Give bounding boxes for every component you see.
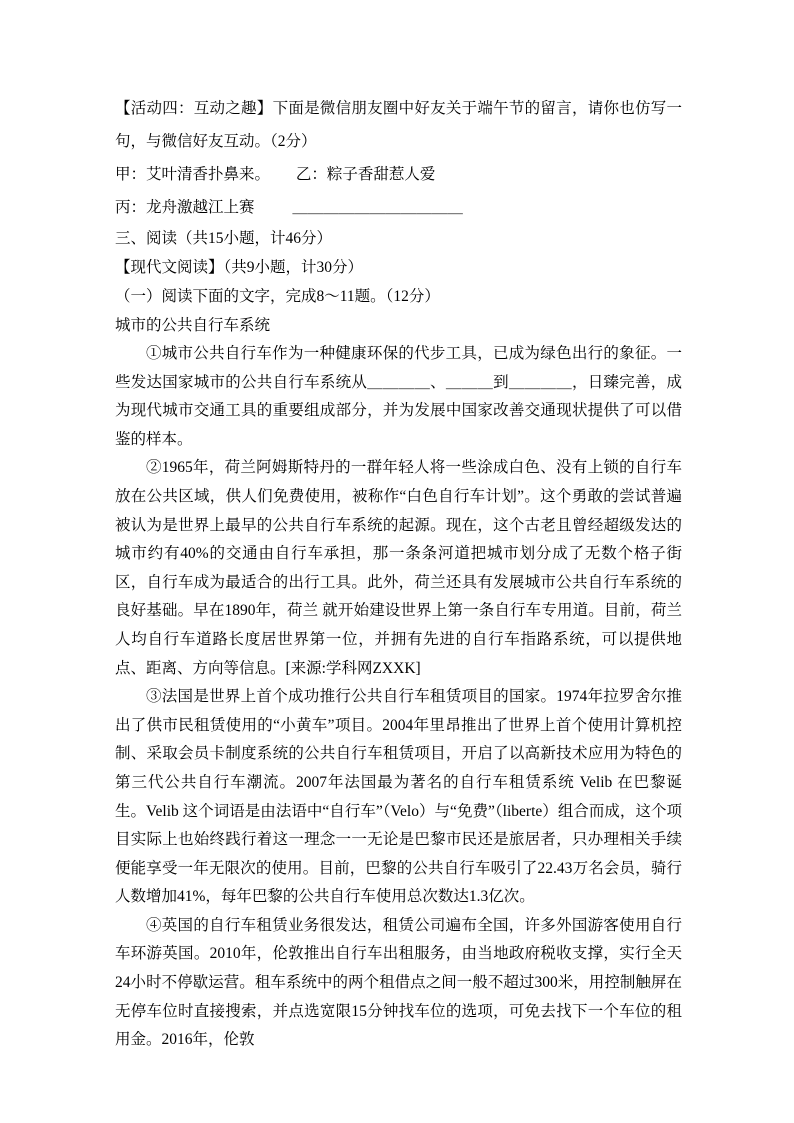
couplet-row-1 (115, 158, 682, 191)
couplet-jia: 甲：艾叶清香扑鼻来。 (115, 166, 271, 183)
article-paragraph-4: ④英国的自行车租赁业务很发达，租赁公司遍布全国，许多外国游客使用自行车环游英国。2010年，伦敦推出自行车出租服务，由当地政府税收支撑，实行全天24小时不停歇运营。租车系统中的两个租借点之间一般不超过300米，用控制触屏在无停车位时直接搜索，并点选宽限15分钟找车位的选项，可免去找下一个车位的租用金。2016年，伦敦 (115, 916, 682, 1049)
answer-blank-line: ＿＿＿＿＿＿＿＿＿＿＿ (292, 199, 463, 216)
page-content (115, 92, 682, 1055)
couplet-bing: 丙：龙舟激越江上赛 (115, 199, 255, 216)
couplet-yi: 乙：粽子香甜惹人爱 (295, 166, 436, 183)
modern-reading-heading: 【现代文阅读】（共9小题，计30分） (115, 259, 364, 276)
article-title: 城市的公共自行车系统 (115, 317, 271, 334)
article-paragraph-2: ②1965年，荷兰阿姆斯特丹的一群年轻人将一些涂成白色、没有上锁的自行车放在公共区域，供人们免费使用，被称作“白色自行车计划”。这个勇敢的尝试普遍被认为是世界上最早的公共自行车系统的起源。现在，这个古老且曾经超级发达的城市约有40%的交通由自行车承担，那一条条河道把城市划分成了无数个格子街区，自行车成为最适合的出行工具。此外，荷兰还具有发展城市公共自行车系统的良好基础。早在1890年，荷兰 就开始建设世界上第一条自行车专用道。目前，荷兰人均自行车道路长度居世界第一位，并拥有先进的自行车指路系统，可以提供地点、距离、方向等信息。[来源:学科网ZXXK] (115, 459, 682, 677)
activity4-prompt: 【活动四：互动之趣】下面是微信朋友圈中好友关于端午节的留言，请你也仿写一句，与微信好友互动。（2分） (115, 100, 682, 150)
couplet-row-2 (115, 191, 682, 224)
article-paragraph-3: ③法国是世界上首个成功推行公共自行车租赁项目的国家。1974年拉罗舍尔推出了供市民租赁使用的“小黄车”项目。2004年里昂推出了世界上首个使用计算机控制、采取会员卡制度系统的公共自行车租赁项目，开启了以高新技术应用为特色的第三代公共自行车潮流。2007年法国最为著名的自行车租赁系统 Velib 在巴黎诞生。Velib 这个词语是由法语中“自行车”（Velo）与“免费”（liberte）组合而成，这个项目实际上也始终践行着这一理念一一无论是巴黎市民还是旅居者，只办理相关手续便能享受一年无限次的使用。目前，巴黎的公共自行车吸引了22.43万名会员，骑行人数增加41%，每年巴黎的公共自行车使用总次数达1.3亿次。 (115, 688, 682, 906)
article-paragraph-1: ①城市公共自行车作为一种健康环保的代步工具，已成为绿色出行的象征。一些发达国家城市的公共自行车系统从＿＿＿＿、＿＿＿到＿＿＿＿，日臻完善，成为现代城市交通工具的重要组成部分，并为发展中国家改善交通现状提供了可以借鉴的样本。 (115, 345, 682, 448)
part-one-instruction: （一）阅读下面的文字，完成8～11题。（12分） (115, 288, 440, 305)
section-three-heading: 三、阅读（共15小题，计46分） (115, 230, 333, 247)
